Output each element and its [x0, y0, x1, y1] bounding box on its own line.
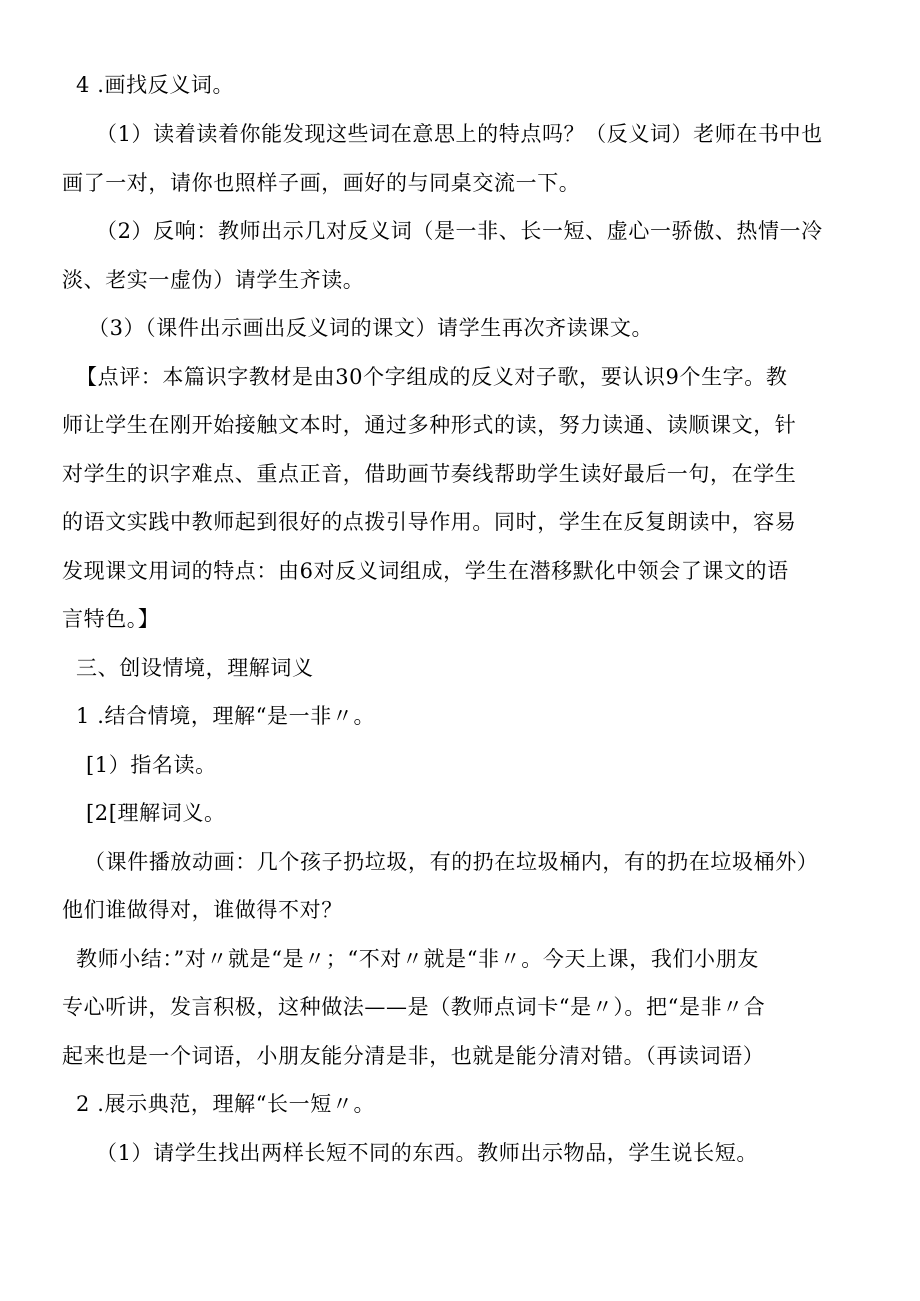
comment-line-6: 言特色。】 — [62, 607, 160, 631]
summary-line-2: 专心听讲，发言积极，这种做法——是（教师点词卡“是〃）。把“是非〃合 — [62, 995, 766, 1019]
comment-line-2: 师让学生在刚开始接触文本时，通过多种形式的读，努力读通、读顺课文，针 — [62, 413, 797, 437]
comment-line-4: 的语文实践中教师起到很好的点拨引导作用。同时，学生在反复朗读中，容易 — [62, 510, 797, 534]
step-2: [2[理解词义。 — [86, 801, 226, 825]
item-2-heading: 2 .展示典范，理解“长一短〃。 — [76, 1092, 376, 1116]
animation-line-1: （课件播放动画：几个孩子扔垃圾，有的扔在垃圾桶内，有的扔在垃圾桶外） — [84, 850, 819, 874]
comment-line-1: 【点评：本篇识字教材是由30个字组成的反义对子歌，要认识9个生字。教 — [76, 365, 788, 389]
para-3-line-1: （3）（课件出示画出反义词的课文）请学生再次齐读课文。 — [88, 316, 654, 340]
summary-line-1: 教师小结：”对〃就是“是〃；“不对〃就是“非〃。今天上课，我们小朋友 — [76, 947, 759, 971]
step-1: [1）指名读。 — [86, 753, 217, 777]
summary-line-3: 起来也是一个词语，小朋友能分清是非，也就是能分清对错。（再读词语） — [62, 1044, 765, 1068]
comment-line-5: 发现课文用词的特点：由6对反义词组成，学生在潜移默化中领会了课文的语 — [62, 559, 789, 583]
animation-line-2: 他们谁做得对，谁做得不对？ — [62, 898, 343, 922]
para-2-line-2: 淡、老实一虚伪）请学生齐读。 — [62, 268, 365, 292]
para-1-line-2: 画了一对，请你也照样子画，画好的与同桌交流一下。 — [62, 171, 581, 195]
item-4-heading: 4 .画找反义词。 — [76, 73, 235, 97]
item-2-step-1: （1）请学生找出两样长短不同的东西。教师出示物品，学生说长短。 — [96, 1141, 758, 1165]
para-2-line-1: （2）反响：教师出示几对反义词（是一非、长一短、虚心一骄傲、热情一冷 — [96, 219, 823, 243]
comment-line-3: 对学生的识字难点、重点正音，借助画节奏线帮助学生读好最后一句，在学生 — [62, 462, 797, 486]
item-1-heading: 1 .结合情境，理解“是一非〃。 — [76, 704, 376, 728]
para-1-line-1: （1）读着读着你能发现这些词在意思上的特点吗？（反义词）老师在书中也 — [96, 122, 823, 146]
section-3-heading: 三、创设情境，理解词义 — [76, 656, 314, 680]
